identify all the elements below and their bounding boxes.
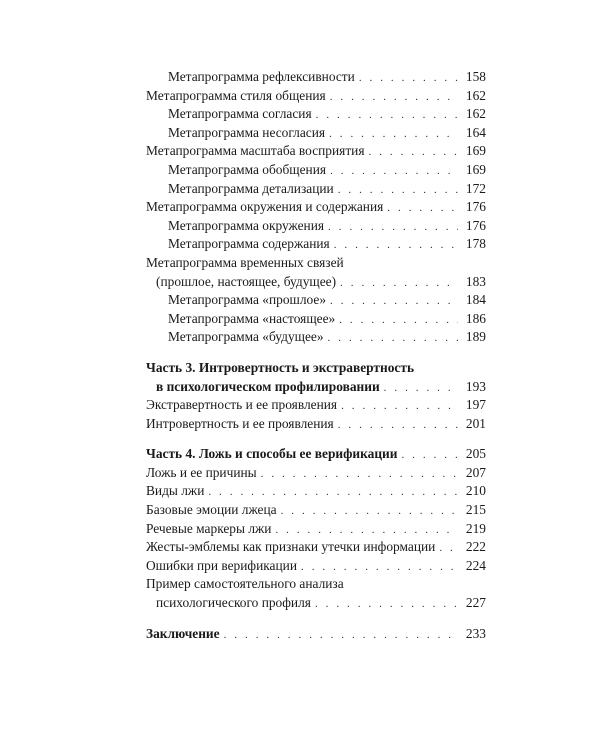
toc-leader-dots — [401, 446, 458, 465]
toc-leader-dots — [369, 143, 458, 162]
toc-leader-dots — [261, 465, 458, 484]
toc-entry-verification-errors — [146, 557, 486, 576]
toc-page-number: 176 — [465, 217, 486, 233]
toc-entry-title: Пример самостоятельного анализа — [146, 576, 344, 592]
toc-entry-title: Метапрограмма окружения — [168, 217, 325, 233]
toc-page-number: 158 — [465, 69, 486, 84]
toc-leader-dots — [224, 626, 458, 645]
toc-entry-present — [146, 310, 486, 329]
toc-entry-lie-types — [146, 482, 486, 501]
toc-entry-time-links-line2 — [146, 273, 486, 292]
toc-conclusion — [146, 625, 486, 644]
toc-page-number: 197 — [465, 397, 486, 413]
section-gap — [146, 433, 486, 445]
toc-entry-title: Интровертность и ее проявления — [146, 415, 334, 431]
toc-entry-title: психологического профиля — [156, 595, 311, 611]
toc-page-number: 215 — [465, 502, 486, 518]
toc-entry-title: Метапрограмма временных связей — [146, 254, 344, 270]
toc-entry-future — [146, 328, 486, 347]
toc-leader-dots — [341, 397, 458, 416]
toc-page-number: 210 — [465, 483, 486, 499]
toc-page-number: 176 — [465, 199, 486, 215]
toc-entry-title: Базовые эмоции лжеца — [146, 502, 277, 518]
toc-leader-dots — [384, 379, 458, 398]
toc-entry-title: Виды лжи — [146, 483, 205, 499]
toc-entry-time-links-line1 — [146, 254, 486, 273]
toc-entry-introversion — [146, 415, 486, 434]
toc-page-number: 184 — [465, 292, 486, 308]
toc-leader-dots — [275, 521, 458, 540]
toc-entry-title: Метапрограмма масштаба восприятия — [146, 143, 365, 159]
toc-entry-generalization — [146, 161, 486, 180]
toc-page-number: 169 — [465, 143, 486, 159]
toc-page-number: 172 — [465, 180, 486, 196]
toc-entry-title: Метапрограмма «настоящее» — [168, 310, 336, 326]
toc-entry-title: в психологическом профилировании — [156, 378, 380, 394]
toc-page-number: 162 — [465, 106, 486, 122]
toc-entry-title: Метапрограмма «будущее» — [168, 329, 324, 345]
toc-entry-title: Метапрограмма «прошлое» — [168, 292, 327, 308]
toc-entry-title: Экстравертность и ее проявления — [146, 397, 338, 413]
toc-page-number: 201 — [465, 415, 486, 431]
toc-entry-title: Часть 3. Интровертность и экстравертность — [146, 359, 415, 375]
toc-entry-title: Заключение — [146, 625, 220, 641]
toc-entry-title: (прошлое, настоящее, будущее) — [156, 273, 337, 289]
toc-page-number: 186 — [465, 310, 486, 326]
toc-leader-dots — [339, 311, 458, 330]
toc-leader-dots — [208, 483, 458, 502]
toc-page-number: 164 — [465, 124, 486, 140]
toc-page-number: 222 — [465, 539, 486, 555]
toc-entry-title: Метапрограмма детализации — [168, 180, 334, 196]
toc-leader-dots — [387, 199, 458, 218]
toc-page-number: 169 — [465, 161, 486, 177]
toc-page-number: 207 — [465, 464, 486, 480]
toc-entry-title: Жесты-эмблемы как признаки утечки информации — [146, 539, 436, 555]
toc-entry-detailing — [146, 180, 486, 199]
toc-page-number: 233 — [465, 625, 486, 641]
toc-leader-dots — [330, 88, 458, 107]
toc-entry-extraversion — [146, 396, 486, 415]
toc-entry-title: Метапрограмма стиля общения — [146, 87, 326, 103]
toc-entry-speech-markers — [146, 520, 486, 539]
toc-entry-title: Метапрограмма содержания — [168, 236, 330, 252]
toc-entry-title: Речевые маркеры лжи — [146, 520, 272, 536]
toc-leader-dots — [330, 292, 458, 311]
toc-leader-dots — [281, 502, 458, 521]
toc-entry-analysis-example-line1 — [146, 575, 486, 594]
toc-leader-dots — [330, 162, 458, 181]
toc-part3-line2 — [146, 378, 486, 397]
toc-entry-title: Метапрограмма обобщения — [168, 161, 327, 177]
toc-page-number: 219 — [465, 520, 486, 536]
toc-leader-dots — [338, 181, 458, 200]
toc-entry-title: Ложь и ее причины — [146, 464, 257, 480]
toc-page-number: 224 — [465, 557, 486, 573]
toc-entry-title: Метапрограмма рефлексивности — [168, 69, 355, 84]
toc-entry-disagreement — [146, 124, 486, 143]
section-gap — [146, 613, 486, 625]
toc-leader-dots — [340, 274, 458, 293]
toc-leader-dots — [328, 329, 458, 348]
toc-entry-liar-emotions — [146, 501, 486, 520]
toc-entry-title: Метапрограмма несогласия — [168, 124, 326, 140]
toc-entry-communication-style — [146, 87, 486, 106]
toc-entry-analysis-example-line2 — [146, 594, 486, 613]
toc-leader-dots — [301, 558, 458, 577]
toc-entry-past — [146, 291, 486, 310]
toc-leader-dots — [329, 125, 458, 144]
toc-page-number: 193 — [465, 378, 486, 394]
toc-page-number: 183 — [465, 273, 486, 289]
toc-page-number: 227 — [465, 595, 486, 611]
toc-page-number: 178 — [465, 236, 486, 252]
toc-entry-title: Часть 4. Ложь и способы ее верификации — [146, 446, 398, 462]
toc-entry-environment — [146, 217, 486, 236]
toc-leader-dots — [315, 595, 458, 614]
toc-entry-title: Ошибки при верификации — [146, 557, 297, 573]
toc-leader-dots — [316, 106, 458, 125]
table-of-contents — [146, 68, 486, 643]
toc-leader-dots — [359, 69, 458, 88]
toc-entry-perception-scale — [146, 142, 486, 161]
toc-leader-dots — [439, 539, 458, 558]
toc-part4 — [146, 445, 486, 464]
toc-entry-content — [146, 235, 486, 254]
toc-entry-lie-causes — [146, 464, 486, 483]
toc-entry-title: Метапрограмма согласия — [168, 106, 312, 122]
toc-entry-reflexivity — [146, 68, 486, 87]
toc-entry-title: Метапрограмма окружения и содержания — [146, 199, 384, 215]
toc-entry-emblem-gestures — [146, 538, 486, 557]
toc-page-number: 162 — [465, 87, 486, 103]
toc-page-number: 205 — [465, 446, 486, 462]
toc-leader-dots — [334, 236, 458, 255]
toc-part3-line1 — [146, 359, 486, 378]
toc-leader-dots — [338, 416, 458, 435]
toc-page-number: 189 — [465, 329, 486, 345]
section-gap — [146, 347, 486, 359]
toc-entry-environment-content — [146, 198, 486, 217]
toc-leader-dots — [328, 218, 458, 237]
toc-entry-agreement — [146, 105, 486, 124]
